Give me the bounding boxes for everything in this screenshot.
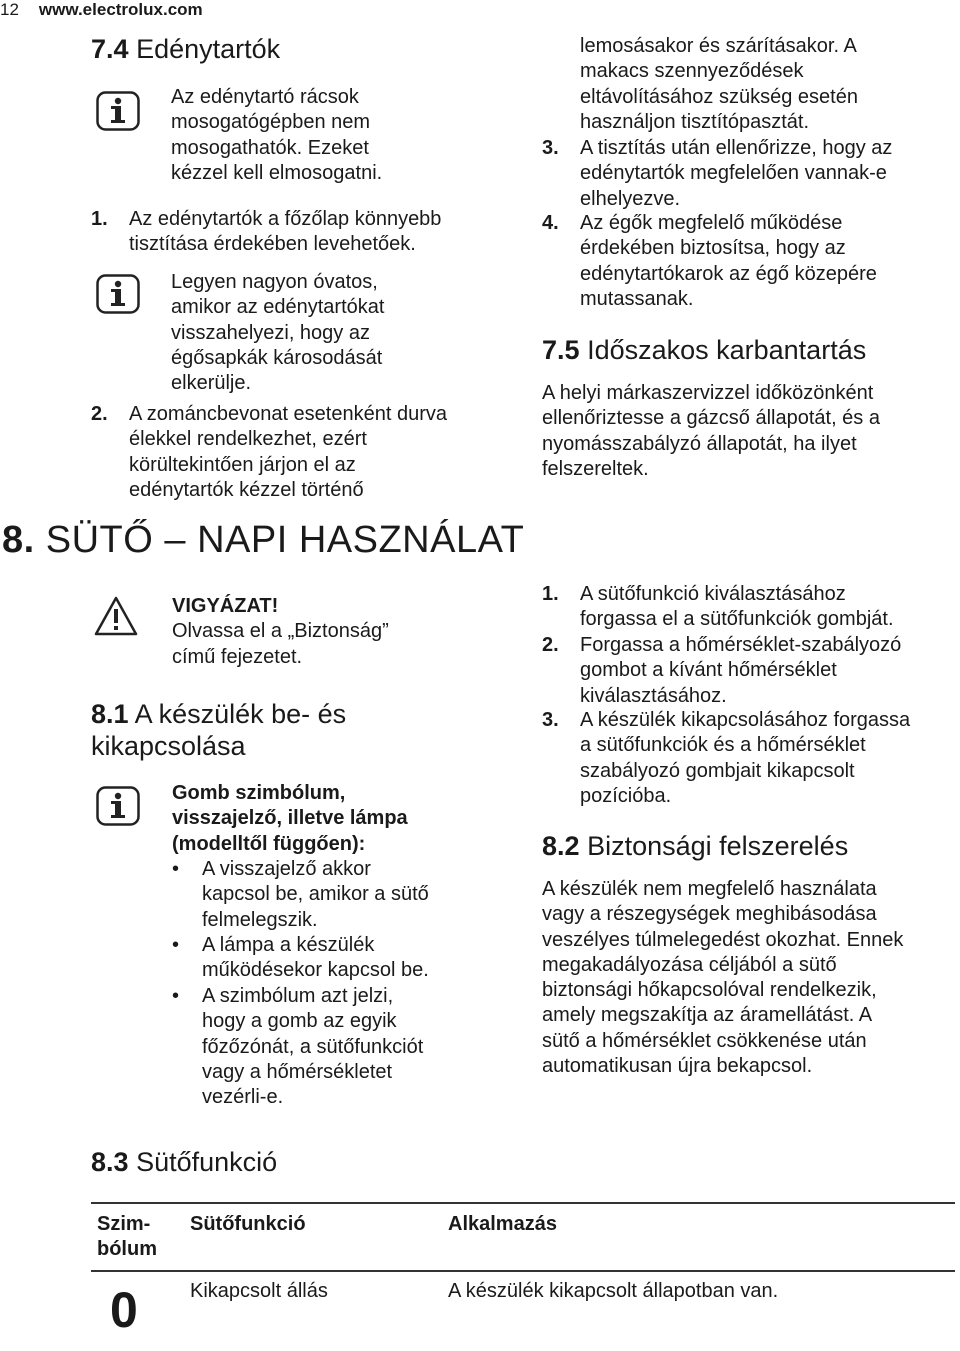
list-item: • A lámpa a készülék működésekor kapcsol be. bbox=[172, 934, 429, 982]
list-item: • A szimbólum azt jelzi, hogy a gomb az egyik főzőzónát, a sütőfunkciót vagy a hőmérsékletet vezérli-e. bbox=[172, 985, 424, 1109]
section-7-4-heading bbox=[91, 33, 280, 65]
chapter-8-heading bbox=[2, 518, 524, 562]
chapter-title: SÜTŐ – NAPI HASZNÁLAT bbox=[45, 519, 525, 561]
bullet-icon: • bbox=[172, 934, 180, 956]
step-2-continued: lemosásakor és szárításakor. A makacs szennyeződések eltávolításához szükség esetén használjon tisztítópasztát. bbox=[580, 35, 858, 133]
info-note-symbol: Gomb szimbólum, visszajelző, illetve lámpa (modelltől függően): bbox=[172, 782, 408, 855]
info-icon bbox=[96, 91, 140, 131]
section-7-5-heading bbox=[542, 334, 866, 366]
section-title: Edénytartók bbox=[136, 34, 281, 64]
section-number: 7.4 bbox=[91, 34, 129, 64]
section-title: Biztonsági felszerelés bbox=[587, 831, 849, 861]
bullet-icon: • bbox=[172, 858, 180, 880]
warning-note: VIGYÁZAT! Olvassa el a „Biztonság” című fejezetet. bbox=[172, 595, 389, 668]
section-7-5-body: A helyi márkaszervizzel időközönként ellenőriztesse a gázcső állapotát, és a nyomásszabályzó állapotát, ha ilyet felszereltek. bbox=[542, 382, 880, 480]
table-header-symbol: Szim- bólum bbox=[97, 1213, 157, 1260]
section-8-3-heading bbox=[91, 1146, 277, 1178]
info-icon bbox=[96, 786, 140, 826]
step-2-enamel: 2. A zománcbevonat esetenként durva élekkel rendelkezhet, ezért körültekintően járjon el az edénytartók kézzel történő bbox=[91, 403, 447, 501]
step-3-check: 3. A tisztítás után ellenőrizze, hogy az edénytartók megfelelően vannak-e elhelyezve. bbox=[542, 137, 893, 210]
warning-triangle-icon bbox=[93, 595, 139, 637]
info-note-dishwasher: Az edénytartó rácsok mosogatógépben nem mosogathatók. Ezeket kézzel kell elmosogatni. bbox=[171, 86, 383, 184]
step-1-removable: 1. Az edénytartók a főzőlap könnyebb tisztítása érdekében levehetőek. bbox=[91, 208, 442, 256]
step-4-burners: 4. Az égők megfelelő működése érdekében biztosítsa, hogy az edénytartókarok az égő közepére mutassanak. bbox=[542, 212, 877, 310]
table-cell-function: Kikapcsolt állás bbox=[190, 1280, 328, 1302]
section-8-2-body: A készülék nem megfelelő használata vagy a részegységek meghibásodása veszélyes túlmelegedést okozhat. Ennek megakadályozása céljából a sütő biztonsági hőkapcsolóval rendelkezik, amely megszakítja az áramellátást. A sütő a hőmérséklet csökkenése után automatikusan újra bekapcsol. bbox=[542, 878, 904, 1078]
bullet-icon: • bbox=[172, 985, 180, 1007]
step-3-switch-off: 3. A készülék kikapcsolásához forgassa a sütőfunkciók és a hőmérséklet szabályozó gombjait kikapcsolt pozícióba. bbox=[542, 709, 911, 807]
step-1-select-function: 1. A sütőfunkció kiválasztásához forgassa el a sütőfunkciók gombját. bbox=[542, 583, 894, 631]
section-8-2-heading bbox=[542, 830, 848, 862]
section-number: 7.5 bbox=[542, 335, 580, 365]
info-note-careful: Legyen nagyon óvatos, amikor az edénytartókat visszahelyezi, hogy az égősapkák károsodását elkerülje. bbox=[171, 271, 385, 395]
section-number: 8.2 bbox=[542, 831, 580, 861]
table-top-rule bbox=[91, 1202, 955, 1204]
section-title: Sütőfunkció bbox=[136, 1147, 278, 1177]
table-header-function: Sütőfunkció bbox=[190, 1213, 306, 1235]
list-item: • A visszajelző akkor kapcsol be, amikor a sütő felmelegszik. bbox=[172, 858, 429, 931]
step-2-set-temperature: 2. Forgassa a hőmérséklet-szabályozó gombot a kívánt hőmérséklet kiválasztásához. bbox=[542, 634, 902, 707]
table-cell-application: A készülék kikapcsolt állapotban van. bbox=[448, 1280, 779, 1302]
section-8-1-heading: 8.1 A készülék be- és kikapcsolása bbox=[91, 699, 347, 761]
website: www.electrolux.com bbox=[38, 0, 203, 19]
page-number: 12 bbox=[0, 0, 19, 19]
table-header-rule bbox=[91, 1270, 955, 1272]
section-number: 8.3 bbox=[91, 1147, 129, 1177]
warning-title: VIGYÁZAT! bbox=[172, 595, 279, 617]
section-title: A készülék be- és bbox=[134, 699, 347, 729]
section-title: Időszakos karbantartás bbox=[587, 335, 867, 365]
info-icon bbox=[96, 274, 140, 314]
chapter-number: 8. bbox=[2, 519, 35, 561]
oven-off-symbol: 0 bbox=[110, 1282, 138, 1338]
table-header-application: Alkalmazás bbox=[448, 1213, 557, 1235]
page-header bbox=[0, 0, 203, 20]
section-number: 8.1 bbox=[91, 699, 129, 729]
